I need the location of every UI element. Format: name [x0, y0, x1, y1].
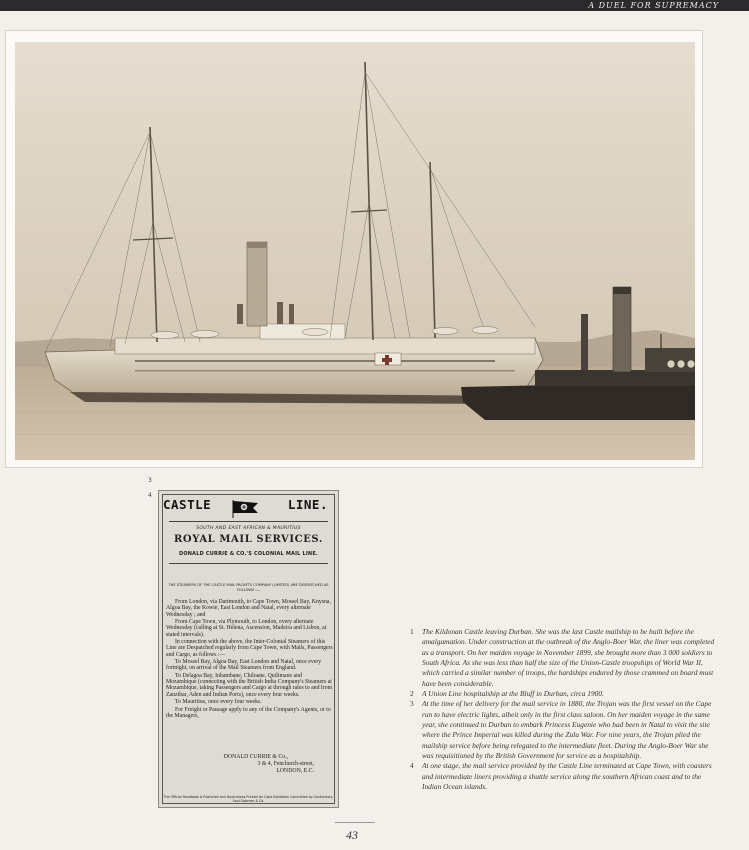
- caption-number: 3: [410, 699, 414, 709]
- poster-paragraph: To Delagoa Bay, Inhambane, Chiloane, Quilimane and Mozambique (connecting with the British India Company's Steamers at Mozambique, taking Passengers and Cargo at through rates to and from Zanzibar, Aden and Indian Ports), once every four weeks.: [166, 672, 333, 698]
- figure-number-poster: 4: [148, 492, 152, 499]
- captions: [410, 627, 715, 793]
- caption-number: 4: [410, 761, 414, 771]
- caption-item: [410, 689, 715, 699]
- caption-number: 1: [410, 627, 414, 636]
- page-number-rule: [335, 822, 375, 823]
- poster-signature: [167, 754, 330, 775]
- poster-title-left: CASTLE: [163, 497, 212, 512]
- running-head: A DUEL FOR SUPREMACY: [588, 1, 719, 10]
- poster-paragraph: To Mossel Bay, Algoa Bay, East London and Natal, once every fortnight, on arrival of the Mail Steamers from England.: [166, 659, 322, 672]
- poster-paragraph: For Freight or Passage apply to any of the Company's Agents, or to the Managers,: [166, 706, 331, 719]
- caption-text: At the time of her delivery for the mail service in 1880, the Trojan was the first vessel on the Cape run to have electric lights, albeit only in the first class saloon. On her maiden voyage in the same year, she continued to Durban to embark Princess Eugenie who had been in Natal to visit the site where the Prince Imperial was killed during the Zulu War. For nine years, the Trojan plied the mailship service before being relegated to the intermediate fleet. During the Anglo-Boer War she was requisitioned by the British Government for service as a hospitalship.: [422, 699, 712, 761]
- poster-rule: [169, 563, 328, 564]
- poster-body: [166, 599, 333, 720]
- ship-photo-illustration: [15, 42, 695, 460]
- photo-frame: [5, 30, 703, 468]
- poster-paragraph: To Mauritius, once every four weeks.: [175, 699, 262, 706]
- poster-paragraph: From Cape Town, via Plymouth, to London, every alternate Wednesday (calling at St. Helena, Ascension, Madeira and Lisbon, at stated intervals).: [166, 619, 327, 638]
- caption-text: A Union Line hospitalship at the Bluff in Durban, circa 1900.: [422, 689, 604, 699]
- poster-intro: THE STEAMERS OF THE CASTLE MAIL PACKETS COMPANY (LIMITED) ARE DESPATCHED AS FOLLOWS :—: [168, 583, 329, 592]
- poster-footer: The Official Handbook is Published and Illustrations Printed for Cape Exhibition Committee by Contractors, Saul Solomon & Co.: [163, 795, 334, 803]
- poster-paragraph: From London, via Dartmouth, to Cape Town, Mossel Bay, Knysna, Algoa Bay, the Kowie, East London and Natal, every alternate Wednesday ; and: [166, 599, 331, 618]
- page-number: 43: [346, 828, 358, 842]
- caption-text: At one stage, the mail service provided by the Castle Line terminated at Cape Town, with coasters and intermediate liners providing a shuttle service along the southern African coast and to the Indian Ocean islands.: [422, 761, 712, 792]
- poster-signature-city: LONDON, E.C.: [276, 768, 314, 774]
- poster-title-right: LINE.: [287, 497, 328, 512]
- poster-paragraph: In connection with the above, the Inter-Colonial Steamers of this Line are Despatched regularly from Cape Town, with Mails, Passengers and Cargo, as follows :—: [166, 639, 333, 658]
- poster-subtitle: SOUTH AND EAST AFRICAN & MAURITIUS: [196, 526, 301, 531]
- poster-signature-address: 3 & 4, Fenchurch-street,: [257, 761, 314, 767]
- figure-number-photo: 3: [148, 477, 152, 484]
- house-flag-icon: [231, 499, 259, 519]
- poster-rule: [169, 521, 328, 522]
- caption-number: 2: [410, 689, 414, 699]
- caption-item: [410, 699, 715, 761]
- poster-service: ROYAL MAIL SERVICES.: [174, 534, 323, 545]
- caption-item: [410, 627, 715, 689]
- caption-text: The Kildonan Castle leaving Durban. She was the last Castle mailship to be built before the amalgamation. Under construction at the outbreak of the Anglo-Boer War, the liner was completed as a transport. On her maiden voyage in November 1899, she brought more than 3 000 soldiers to South Africa. As she was less than half the size of the Union-Castle troopships of World War II, which carried a similar number of troops, the hardships endured by those crammed on board must have been considerable.: [422, 627, 715, 688]
- poster-company-line: DONALD CURRIE & CO.'S COLONIAL MAIL LINE.: [178, 551, 319, 557]
- castle-line-poster: [158, 490, 339, 808]
- ship-photograph: [15, 42, 695, 460]
- poster-signature-name: DONALD CURRIE & Co.,: [223, 754, 288, 760]
- caption-item: [410, 761, 715, 792]
